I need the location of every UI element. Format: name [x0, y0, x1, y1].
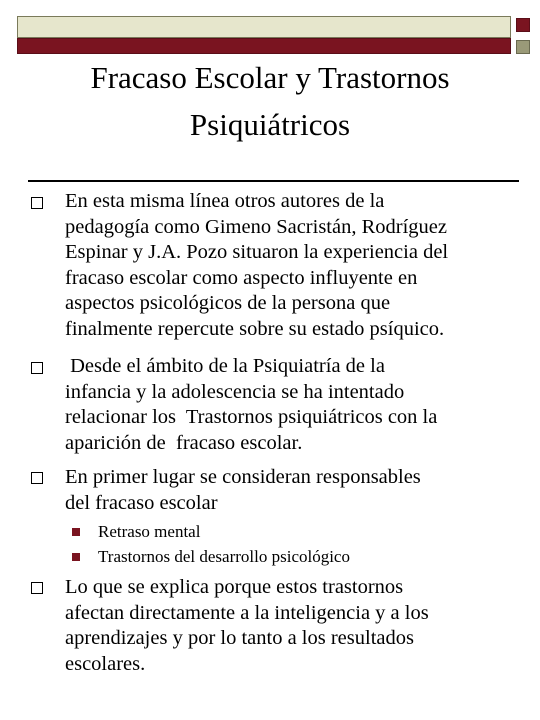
sub-item-1: Retraso mental [98, 522, 201, 541]
bullet-item-1-line: Espinar y J.A. Pozo situaron la experiencia del [65, 241, 449, 263]
bullet-square-icon [31, 362, 43, 374]
bullet-item-4-line: afectan directamente a la inteligencia y a los [65, 601, 429, 624]
bullet-item-4-line: Lo que se explica porque estos trastornos [65, 576, 404, 598]
bullet-item-1-line: aspectos psicológicos de la persona que [65, 292, 391, 314]
header-square-olive [516, 40, 530, 54]
slide-title [20, 54, 520, 148]
bullet-item-2-line: infancia y la adolescencia se ha intentado [65, 380, 405, 403]
bullet-item-1-line: En esta misma línea otros autores de la [65, 190, 385, 212]
bullet-square-icon [31, 472, 43, 484]
sub-bullet-square-icon [72, 553, 80, 561]
bullet-square-icon [31, 197, 43, 209]
bullet-item-2-line: aparición de fracaso escolar. [65, 431, 303, 454]
bullet-item-2-line: Desde el ámbito de la Psiquiatría de la [65, 355, 385, 377]
bullet-item-3-line: En primer lugar se consideran responsables [65, 466, 421, 488]
title-divider [28, 180, 519, 182]
bullet-item-4-line: escolares. [65, 652, 146, 675]
bullet-item-2-line: relacionar los Trastornos psiquiátricos con la [65, 406, 438, 428]
sub-bullet-square-icon [72, 528, 80, 536]
bullet-item-1 [65, 189, 525, 342]
bullet-square-icon [31, 582, 43, 594]
bullet-item-1-line: finalmente repercute sobre su estado psíquico. [65, 317, 445, 340]
header-bar-cream [17, 16, 511, 38]
bullet-item-3-line: del fracaso escolar [65, 491, 218, 514]
bullet-item-1-line: pedagogía como Gimeno Sacristán, Rodríguez [65, 215, 447, 238]
bullet-item-4-line: aprendizajes y por lo tanto a los resultados [65, 627, 414, 649]
header-bar-dark-red [17, 38, 511, 54]
slide-title-line-1: Fracaso Escolar y Trastornos [90, 60, 450, 95]
bullet-item-4 [65, 575, 525, 677]
bullet-item-2 [65, 354, 525, 456]
bullet-item-3 [65, 465, 525, 516]
slide-title-line-2: Psiquiátricos [189, 107, 351, 142]
bullet-item-1-line: fracaso escolar como aspecto influyente en [65, 266, 418, 289]
header-square-red [516, 18, 530, 32]
sub-item-2: Trastornos del desarrollo psicológico [98, 547, 350, 566]
